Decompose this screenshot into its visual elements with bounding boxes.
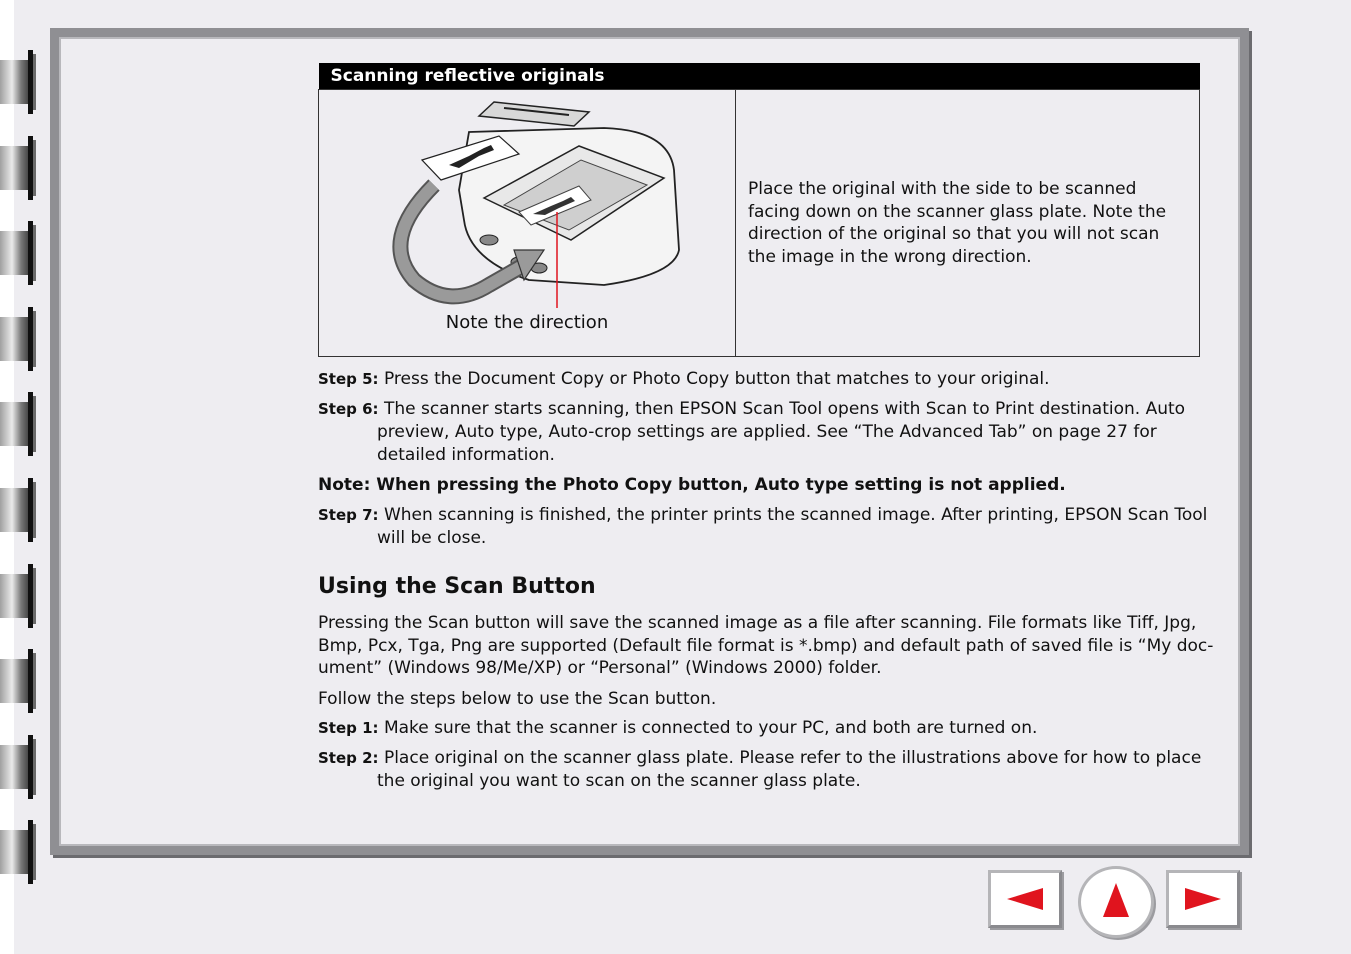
step-label: Step 2: <box>318 749 379 767</box>
step-1 <box>318 717 1218 740</box>
note: Note: When pressing the Photo Copy button, Auto type setting is not applied. <box>318 475 1066 495</box>
step-7 <box>318 504 1218 550</box>
step-6 <box>318 398 1218 467</box>
binder-ring <box>0 478 36 542</box>
binder-ring <box>0 307 36 371</box>
binder-ring <box>0 649 36 713</box>
scanner-illustration-cell <box>319 90 736 357</box>
step-5 <box>318 368 1218 391</box>
binder-ring <box>0 564 36 628</box>
step-label: Step 1: <box>318 719 379 737</box>
step-text: Place original on the scanner glass plate. Please refer to the illustrations above for how to place the original you want to scan on the scanner glass plate. <box>377 748 1202 791</box>
illustration-table <box>318 63 1200 357</box>
binder-ring <box>0 136 36 200</box>
binder-ring <box>0 50 36 114</box>
section-intro: Pressing the Scan button will save the scanned image as a file after scanning. File formats like Tiff, Jpg, Bmp, Pcx, Tga, Png are supported (Default file format is *.bmp) and default path of saved file is “My doc-ument” (Windows 98/Me/XP) or “Personal” (Windows 2000) folder. <box>318 613 1214 678</box>
binder-ring <box>0 735 36 799</box>
previous-page-button[interactable] <box>988 870 1062 928</box>
step-text: Make sure that the scanner is connected to your PC, and both are turned on. <box>383 718 1038 738</box>
image-caption: Note the direction <box>445 312 609 333</box>
steps-a <box>318 368 1218 467</box>
step-label: Step 6: <box>318 400 379 418</box>
step-text: When scanning is finished, the printer prints the scanned image. After printing, EPSON Scan Tool will be close. <box>377 505 1208 548</box>
binder-ring <box>0 221 36 285</box>
step-text: The scanner starts scanning, then EPSON Scan Tool opens with Scan to Print destination. Auto preview, Auto type, Auto-crop settings are applied. See “The Advanced Tab” on page 27 for detailed information. <box>377 399 1186 465</box>
binder-ring <box>0 392 36 456</box>
step-text: Press the Document Copy or Photo Copy button that matches to your original. <box>383 369 1050 389</box>
right-arrow-icon <box>1185 888 1221 910</box>
description-cell: Place the original with the side to be scanned facing down on the scanner glass plate. Note the direction of the original so that you will not scan the image in the wrong direction. <box>736 90 1200 357</box>
next-page-button[interactable] <box>1166 870 1240 928</box>
left-arrow-icon <box>1007 888 1043 910</box>
section-heading: Using the Scan Button <box>318 574 596 599</box>
step-label: Step 7: <box>318 506 379 524</box>
top-page-button[interactable] <box>1078 866 1154 938</box>
binder-ring <box>0 820 36 884</box>
table-header: Scanning reflective originals <box>319 63 1200 90</box>
section-follow: Follow the steps below to use the Scan button. <box>318 688 717 709</box>
step-label: Step 5: <box>318 370 379 388</box>
page-content <box>318 63 1218 793</box>
step-2 <box>318 747 1218 793</box>
up-arrow-icon <box>1103 883 1129 917</box>
